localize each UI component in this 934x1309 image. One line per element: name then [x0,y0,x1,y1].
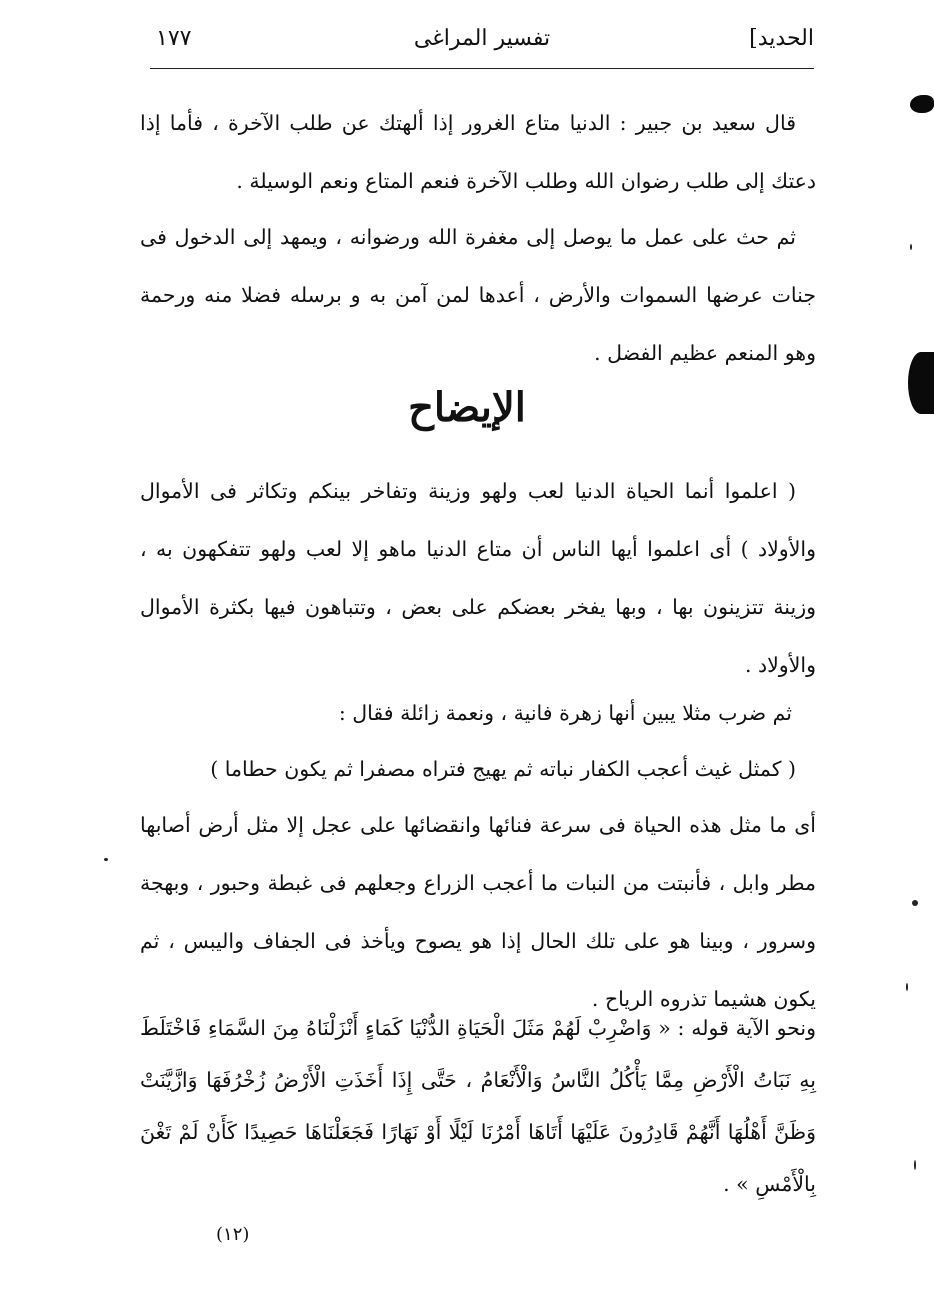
verse-text: ( كمثل غيث أعجب الكفار نباته ثم يهيج فتراه مصفرا ثم يكون حطاما ) [210,757,796,781]
paragraph-nahwu-al-aya [140,1002,816,1210]
paragraph-said-ibn-jubayr [140,94,816,210]
paragraph-text: ثم حث على عمل ما يوصل إلى مغفرة الله ورضوانه ، ويمهد إلى الدخول فى جنات عرضها السموات والأرض ، أعدها لمن آمن به و برسله فضلا منه ورحمة وهو المنعم عظيم الفضل . [140,225,816,365]
scan-speck [104,858,108,861]
ink-blot [908,352,934,414]
paragraph-text: قال سعيد بن جبير : الدنيا متاع الغرور إذا ألهتك عن طلب الآخرة ، فأما إذا دعتك إلى طلب رضوان الله وطلب الآخرة فنعم المتاع ونعم الوسيلة . [140,111,816,193]
paragraph-text: ثم ضرب مثلا يبين أنها زهرة فانية ، ونعمة زائلة فقال : [338,701,792,725]
paragraph-thumma-daraba [140,690,816,736]
verse-ka-mathal [140,740,816,798]
running-header [150,22,814,69]
paragraph-thumma-hath [140,208,816,382]
scan-speck [914,1160,916,1170]
paragraph-text: أى ما مثل هذه الحياة فى سرعة فنائها وانقضائها على عجل إلا مثل أرض أصابها مطر وابل ، فأنبتت من النبات ما أعجب الزراع وجعلهم فى غبطة وحبور ، وبهجة وسرور ، وبينا هو على تلك الحال إذا هو يصوح ويأخذ فى الجفاف واليبس ، ثم يكون هشيما تذروه الرياح . [140,813,816,1011]
page-number: ١٧٧ [156,26,192,51]
paragraph-ay-ma-mathal [140,796,816,1028]
scan-speck [906,983,908,991]
scan-speck [910,244,912,250]
paragraph-text: ونحو الآية قوله : « وَاضْرِبْ لَهُمْ مَثَلَ الْحَيَاةِ الدُّنْيَا كَمَاءٍ أَنْزَلْنَاهُ مِنَ السَّمَاءِ فَاخْتَلَطَ بِهِ نَبَاتُ الْأَرْضِ مِمَّا يَأْكُلُ النَّاسُ وَالْأَنْعَامُ ، حَتَّى إِذَا أَخَذَتِ الْأَرْضُ زُخْرُفَهَا وَازَّيَّنَتْ وَظَنَّ أَهْلُهَا أَنَّهُمْ قَادِرُونَ عَلَيْهَا أَتَاهَا أَمْرُنَا لَيْلًا أَوْ نَهَارًا فَجَعَلْنَاهَا حَصِيدًا كَأَنْ لَمْ تَغْنَ بِالْأَمْسِ » . [140,1016,816,1196]
paragraph-text: ( اعلموا أنما الحياة الدنيا لعب ولهو وزينة وتفاخر بينكم وتكاثر فى الأموال والأولاد ) أى اعلموا أيها الناس أن متاع الدنيا ماهو إلا لعب ولهو تتفكهون به ، وزينة تتزينون بها ، وبها يفخر بعضكم على بعض ، وتتباهون فيها بكثرة الأموال والأولاد . [140,479,816,677]
signature-mark: (١٢) [216,1224,250,1245]
paragraph-ilamu [140,462,816,694]
ink-blot [910,95,934,113]
section-heading: الإيضاح [408,384,526,431]
chapter-name: الحديد] [749,26,814,51]
book-title: تفسير المراغى [413,26,551,51]
scan-speck [912,900,918,906]
